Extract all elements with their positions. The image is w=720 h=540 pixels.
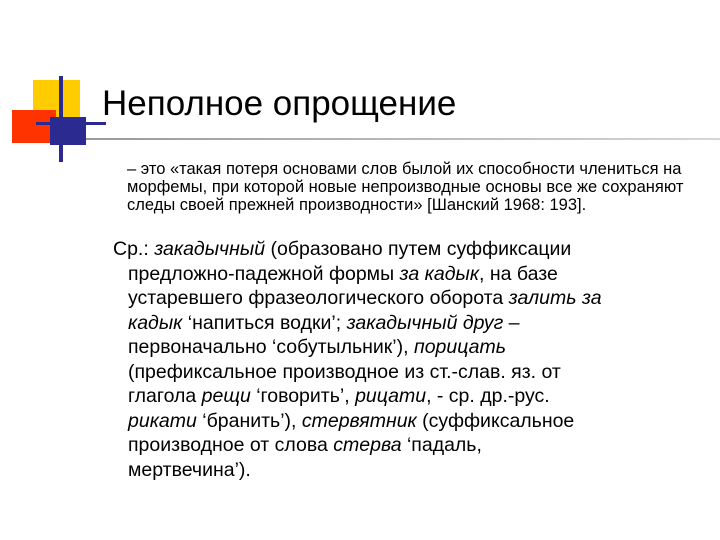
example-line xyxy=(113,433,713,458)
definition-text: – это «такая потеря основами слов былой их способности члениться на морфемы, при которой новые непроизводные основы все же сохраняют следы своей прежней производности» [Шанский 1968: 193]. xyxy=(127,160,684,214)
example-text: (префиксальное производное из ст.-слав. яз. от xyxy=(128,360,561,383)
example-paragraph xyxy=(113,237,713,482)
example-term: залить за xyxy=(508,287,602,309)
example-line xyxy=(113,335,713,360)
example-text: глагола xyxy=(128,385,202,407)
example-line xyxy=(113,409,713,434)
example-line xyxy=(113,458,713,483)
example-term: за кадык xyxy=(399,262,480,285)
example-line xyxy=(113,237,713,262)
example-term: стервятник xyxy=(301,409,417,432)
example-text: , на базе xyxy=(479,262,558,285)
logo-vertical-bar xyxy=(59,76,63,162)
example-line xyxy=(113,286,713,311)
slide-title: Неполное опрощение xyxy=(102,84,457,123)
example-line xyxy=(113,360,713,385)
example-text: Ср.: xyxy=(113,238,155,260)
example-text: производное от слова xyxy=(128,434,334,456)
logo-horizontal-bar xyxy=(36,122,106,125)
example-term: закадычный друг xyxy=(346,311,504,334)
example-text: ‘говорить’, xyxy=(250,385,356,407)
example-text: первоначально ‘собутыльник’), xyxy=(128,336,414,358)
example-term: закадычный xyxy=(154,238,266,260)
example-text: ‘напиться водки’; xyxy=(182,311,347,334)
example-text: устаревшего фразеологического оборота xyxy=(128,287,509,309)
example-text: ‘падаль, xyxy=(401,434,482,456)
example-line xyxy=(113,384,713,409)
title-divider xyxy=(86,138,720,140)
example-term: рицати xyxy=(355,385,427,407)
example-term: стерва xyxy=(333,434,402,456)
example-text: – xyxy=(503,311,520,334)
example-term: порицать xyxy=(413,336,506,358)
example-term: рикати xyxy=(128,409,197,432)
example-text: , - ср. др.-рус. xyxy=(426,385,550,407)
example-text: ‘бранить’), xyxy=(196,409,302,432)
slide-logo-icon xyxy=(0,0,110,170)
example-text: (суффиксальное xyxy=(416,409,575,432)
example-term: кадык xyxy=(128,311,183,334)
example-line xyxy=(113,262,713,287)
example-term: рещи xyxy=(201,385,251,407)
example-line xyxy=(113,311,713,336)
example-text: (образовано путем суффиксации xyxy=(265,238,572,260)
example-text: мертвечина’). xyxy=(128,458,251,481)
example-text: предложно-падежной формы xyxy=(128,262,400,285)
